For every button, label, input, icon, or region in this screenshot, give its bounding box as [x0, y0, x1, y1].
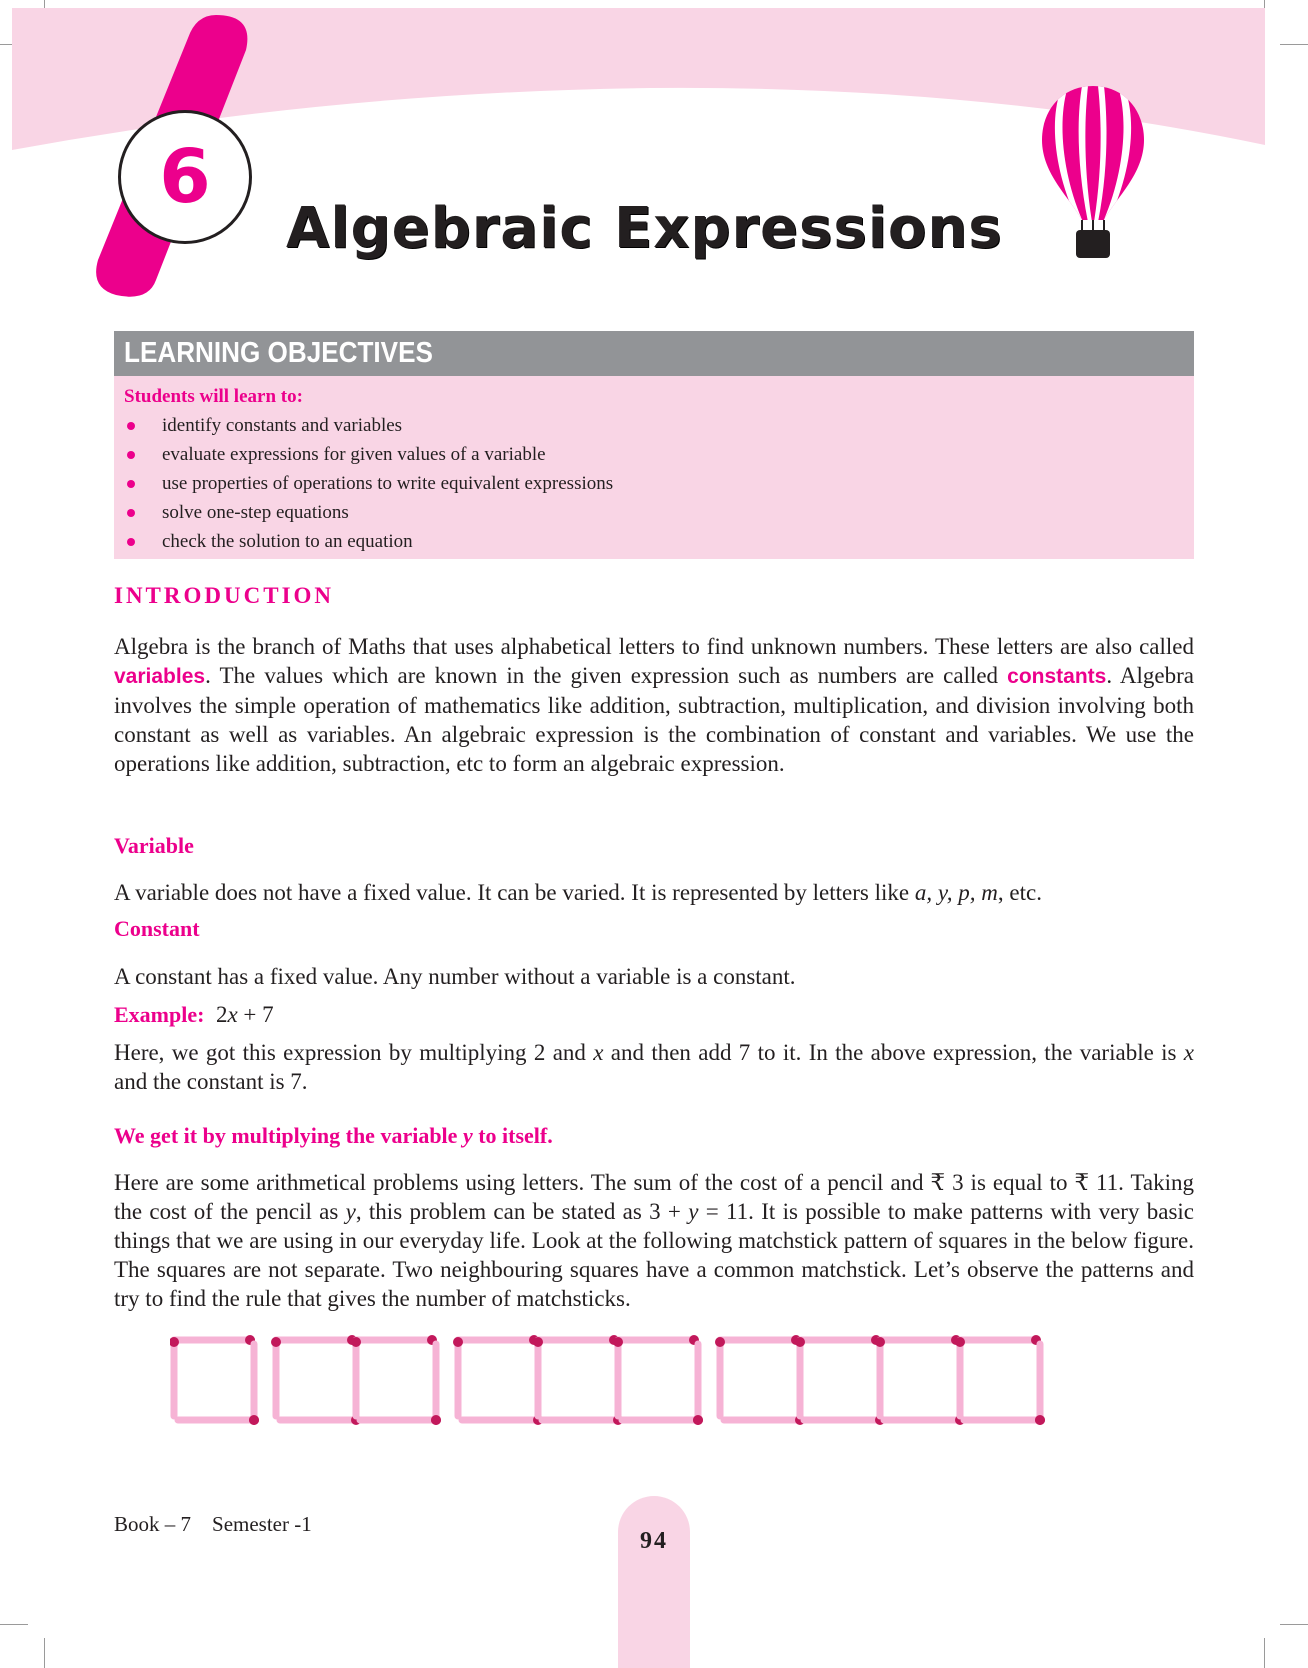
constant-heading: Constant: [114, 916, 200, 941]
learning-objectives-intro: Students will learn to:: [124, 386, 303, 407]
variable-paragraph: A variable does not have a fixed value. It can be varied. It is represented by letters like a, y, p, m, etc.: [114, 880, 1042, 905]
introduction-heading: INTRODUCTION: [114, 583, 335, 608]
matchstick-head: [795, 1337, 805, 1347]
matchstick-head: [351, 1337, 361, 1347]
chapter-number-badge: [118, 110, 252, 244]
bullet-icon: [127, 451, 135, 459]
page-number-tab: [618, 1496, 690, 1668]
crop-mark: [44, 1638, 45, 1668]
hot-air-balloon-icon: [1038, 82, 1148, 260]
multiply-heading: We get it by multiplying the variable y to itself.: [114, 1123, 553, 1148]
crop-mark: [1280, 1624, 1308, 1625]
matchstick-head: [249, 1415, 259, 1425]
footer-book: Book – 7: [114, 1512, 192, 1536]
matchstick-head: [431, 1415, 441, 1425]
objective-item: check the solution to an equation: [124, 527, 613, 556]
bullet-icon: [127, 509, 135, 517]
arithmetic-paragraph: Here are some arithmetical problems using letters. The sum of the cost of a pencil and ₹ 3 is equal to ₹ 11. Taking the cost of the pencil as y, this problem can be stated as 3 + y = 11. It is possible to make patterns with very basic things that we are using in our everyday life. Look at the following matchstick pattern of squares in the below figure. The squares are not separate. Two neighbouring squares have a common matchstick. Let’s observe the patterns and try to find the rule that gives the number of matchsticks.: [114, 1170, 1195, 1311]
learning-objectives-header: [114, 331, 1194, 376]
matchstick-pattern-figure: [170, 1330, 1140, 1440]
learning-objectives-box: [114, 331, 1194, 559]
learning-objectives-title: LEARNING OBJECTIVES: [124, 337, 433, 369]
keyword-variables: variables: [114, 665, 206, 688]
objective-item: use properties of operations to write equivalent expressions: [124, 469, 613, 498]
crop-mark: [0, 1624, 28, 1625]
example-line: Example: 2x + 7: [114, 1002, 274, 1027]
bullet-icon: [127, 480, 135, 488]
matchstick-head: [715, 1337, 725, 1347]
matchstick-head: [271, 1337, 281, 1347]
footer-book-info: [114, 1512, 312, 1537]
variable-heading: Variable: [114, 833, 194, 858]
matchstick-head: [875, 1337, 885, 1347]
example-label: Example:: [114, 1002, 205, 1027]
keyword-constants: constants: [1007, 665, 1107, 688]
bullet-icon: [127, 538, 135, 546]
matchstick-head: [1035, 1415, 1045, 1425]
objective-item: evaluate expressions for given values of a variable: [124, 440, 613, 469]
page-number: 94: [640, 1528, 668, 1554]
constant-paragraph: A constant has a fixed value. Any number without a variable is a constant.: [114, 964, 796, 989]
matchstick-head: [453, 1337, 463, 1347]
chapter-title: Algebraic Expressions: [286, 196, 1003, 261]
crop-mark: [1264, 1638, 1265, 1668]
learning-objectives-list: [124, 411, 613, 556]
matchstick-head: [533, 1337, 543, 1347]
footer-semester: Semester -1: [212, 1512, 312, 1536]
matchstick-head: [955, 1337, 965, 1347]
objective-item: solve one-step equations: [124, 498, 613, 527]
chapter-number: 6: [159, 134, 211, 220]
introduction-paragraph: Algebra is the branch of Maths that uses alphabetical letters to find unknown numbers. These letters are also called variables. The values which are known in the given expression such as numbers are called constants. Algebra involves the simple operation of mathematics like addition, subtraction, multiplication, and division involving both constant as well as variables. An algebraic expression is the combination of constant and variables. We use the operations like addition, subtraction, etc to form an algebraic expression.: [114, 634, 1194, 776]
example-paragraph: Here, we got this expression by multiplying 2 and x and then add 7 to it. In the above expression, the variable is x and the constant is 7.: [114, 1040, 1195, 1094]
matchstick-head: [693, 1415, 703, 1425]
objective-item: identify constants and variables: [124, 411, 613, 440]
matchstick-head: [613, 1337, 623, 1347]
bullet-icon: [127, 422, 135, 430]
